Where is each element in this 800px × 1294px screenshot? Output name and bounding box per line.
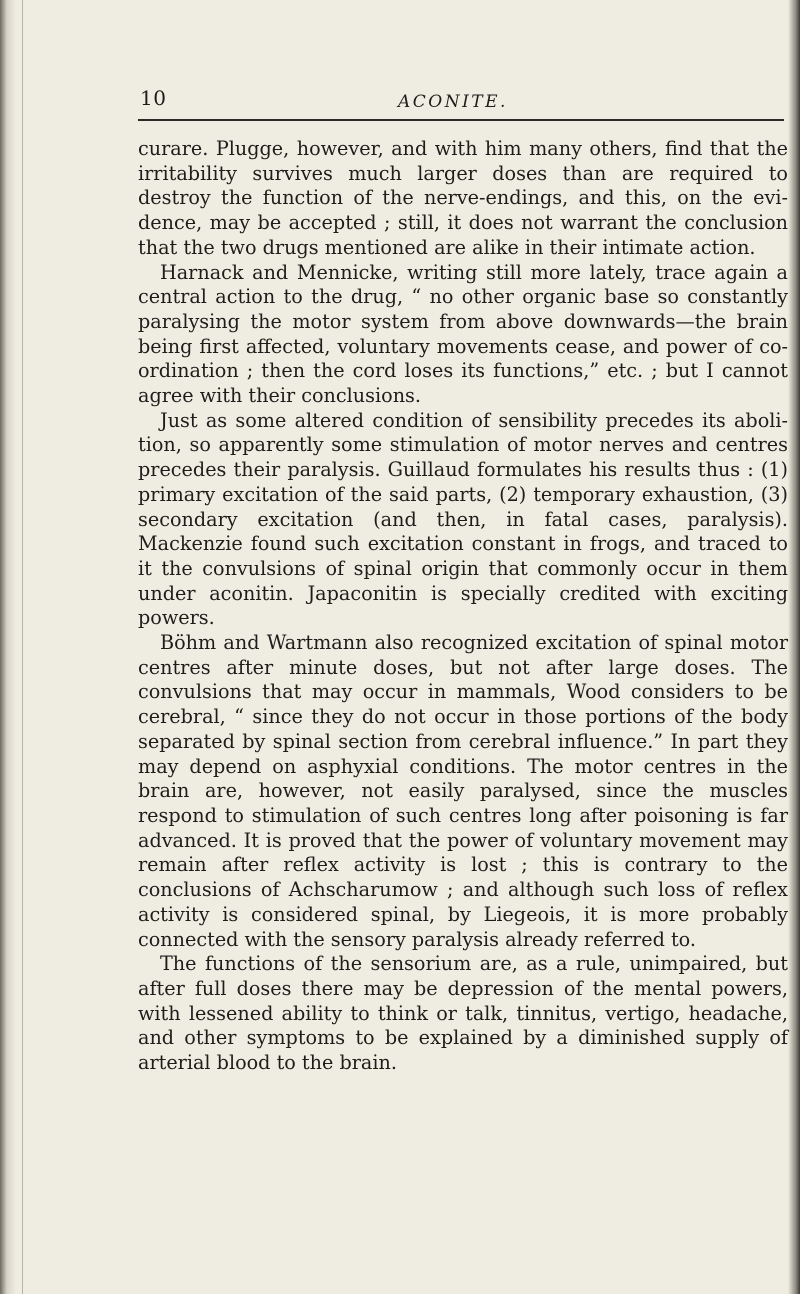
paragraph-sensorium: The functions of the sensorium are, as a rule, unimpaired, but after full doses there may be depression of the mental powers, with lessened ability to think or talk, tinnitus, vertigo, headache, and other symptoms to be explained by a diminished supply of arterial blood to the brain. (138, 952, 788, 1075)
page-number: 10 (140, 86, 167, 110)
running-head: ACONITE. (398, 92, 508, 112)
paragraph-curare: curare. Plugge, however, and with him many others, find that the irritability survives much larger doses than are required to destroy the function of the nerve-endings, and this, on the evidence, may be accepted ; still, it does not warrant the conclusion that the two drugs mentioned are alike in their intimate action. (138, 137, 788, 259)
paragraph-sensibility: Just as some altered condition of sensibility precedes its abolition, so apparently some stimulation of motor nerves and centres precedes their paralysis. Guillaud formulates his results thus : (1) primary excitation of the said parts, (2) temporary exhaustion, (3) secondary excitation (and then, in fatal cases, paralysis). Mackenzie found such excitation constant in frogs, and traced to it the convulsions of spinal origin that commonly occur in them under aconitin. Japaconitin is specially credited with exciting powers. (138, 408, 788, 630)
paragraph-bohm: Böhm and Wartmann also recognized excitation of spinal motor centres after minute doses, but not after large doses. The convulsions that may occur in mammals, Wood considers to be cerebral, “ since they do not occur in those portions of the body separated by spinal section from cerebral influence.” In part they may depend on asphyxial conditions. The motor centres in the brain are, however, not easily paralysed, since the muscles respond to stimulation of such centres long after poisoning is far advanced. It is proved that the power of voluntary movement may remain after reflex activity is lost ; this is contrary to the conclusions of Achscharumow ; and although such loss of reflex activity is considered spinal, by Liegeois, it is more probably connected with the sensory paralysis already referred to. (138, 631, 788, 951)
header-rule (138, 119, 784, 121)
body-text (138, 137, 788, 1076)
page-left-shadow (0, 0, 16, 1294)
binding-line (22, 0, 23, 1294)
page-right-shadow (788, 0, 800, 1294)
paragraph-harnack: Harnack and Mennicke, writing still more lately, trace again a central action to the drug, “ no other organic base so constantly paralysing the motor system from above downwards—the brain being first affected, voluntary movements cease, and power of co-ordination ; then the cord loses its functions,” etc. ; but I cannot agree with their conclusions. (138, 260, 788, 408)
